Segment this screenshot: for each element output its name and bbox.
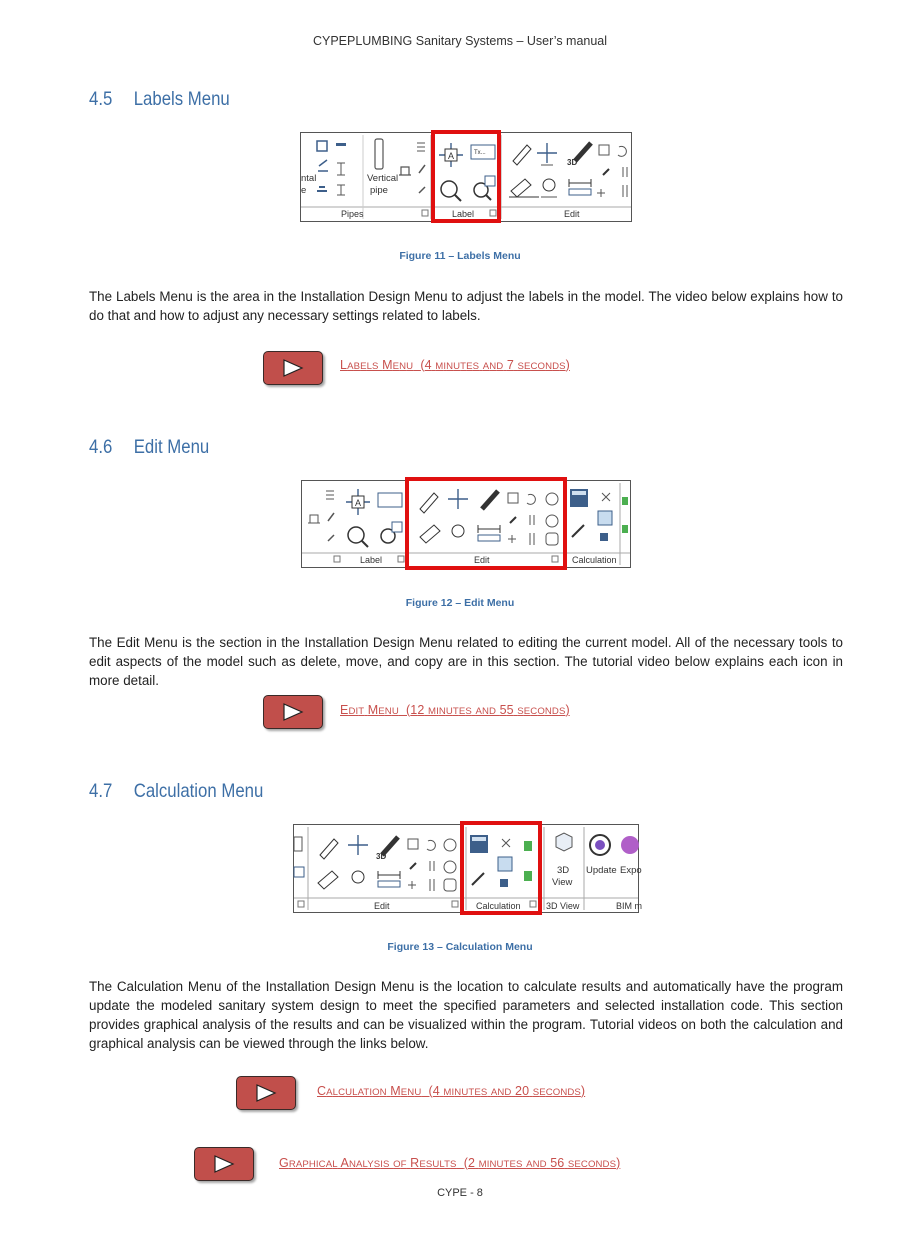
edit-highlight-box <box>405 477 567 570</box>
calculation-highlight-box <box>460 821 542 915</box>
ribbon-group-calculation: Calculation <box>476 901 521 911</box>
video-link-graphical-analysis[interactable]: GRAPHICAL ANALYSIS OF RESULTS (2 MINUTES AND 56 SECONDS) <box>279 1156 621 1170</box>
edit-menu-paragraph: The Edit Menu is the section in the Installation Design Menu related to editing the current model. All of the necessary tools to edit aspects of the model such as delete, move, and copy are in this section. The tutorial video below explains each icon in more detail. <box>89 635 843 688</box>
calculation-menu-paragraph: The Calculation Menu of the Installation Design Menu is the location to calculate results and automatically have the program update the modeled sanitary system design to meet the specified parameters and selected installation code. This section provides graphical analysis of the results and can be visualized within the program. Tutorial videos on both the calculation and graphical analysis can be viewed through the links below. <box>89 979 843 1051</box>
section-number: 4.6 <box>89 436 113 458</box>
svg-text:3D: 3D <box>376 852 387 861</box>
page-header: CYPEPLUMBING Sanitary Systems – User’s manual <box>312 34 608 48</box>
ribbon-label-3d: 3D <box>557 865 570 876</box>
section-number: 4.7 <box>89 780 113 802</box>
play-icon <box>255 1083 277 1103</box>
svg-text:Tx...: Tx... <box>474 150 486 156</box>
figure-caption-11: Figure 11 – Labels Menu <box>399 250 521 262</box>
ribbon-group-calculation: Calculation <box>572 555 617 565</box>
ribbon-group-3d-view: 3D View <box>546 901 580 911</box>
figure-caption-12: Figure 12 – Edit Menu <box>405 597 515 609</box>
section-title: Edit Menu <box>133 436 210 458</box>
ribbon-label-expo: Expo <box>620 865 642 876</box>
svg-text:A: A <box>448 151 455 161</box>
labels-menu-paragraph: The Labels Menu is the area in the Installation Design Menu to adjust the labels in the model. The video below explains how to do that and how to adjust any necessary settings related to labels. <box>89 289 843 323</box>
ribbon-label-update: Update <box>586 865 617 876</box>
ribbon-group-bim: BIM m <box>616 901 642 911</box>
section-title: Labels Menu <box>133 88 230 110</box>
section-heading-edit-menu <box>89 436 209 459</box>
figure-caption-13: Figure 13 – Calculation Menu <box>387 941 533 953</box>
svg-text:3D: 3D <box>567 158 578 167</box>
play-button-edit-menu[interactable] <box>263 695 323 729</box>
play-button-graphical-analysis[interactable] <box>194 1147 254 1181</box>
play-button-labels-menu[interactable] <box>263 351 323 385</box>
section-title: Calculation Menu <box>133 780 264 802</box>
play-icon <box>213 1154 235 1174</box>
play-icon <box>282 358 304 378</box>
ribbon-group-edit: Edit <box>374 901 390 911</box>
labels-highlight-box <box>431 130 501 223</box>
svg-text:A: A <box>355 498 362 508</box>
play-icon <box>282 702 304 722</box>
video-link-edit-menu[interactable]: EDIT MENU (12 MINUTES AND 55 SECONDS) <box>340 703 570 717</box>
ribbon-group-edit: Edit <box>564 209 580 219</box>
section-heading-calculation-menu <box>89 780 263 803</box>
play-button-calculation-menu[interactable] <box>236 1076 296 1110</box>
ribbon-label-view: View <box>552 877 573 888</box>
ribbon-label-e: e <box>301 185 307 196</box>
ribbon-group-pipes: Pipes <box>341 209 364 219</box>
section-number: 4.5 <box>89 88 113 110</box>
section-heading-labels-menu <box>89 88 230 111</box>
ribbon-label-ntal: ntal <box>301 173 317 184</box>
video-link-calculation-menu[interactable]: CALCULATION MENU (4 MINUTES AND 20 SECONDS) <box>317 1084 586 1098</box>
ribbon-group-edit: Edit <box>474 555 490 565</box>
page-footer: CYPE - 8 <box>437 1187 483 1199</box>
ribbon-label-vertical: Vertical <box>367 173 399 184</box>
ribbon-group-label: Label <box>452 209 475 219</box>
ribbon-label-pipe: pipe <box>370 185 388 196</box>
video-link-labels-menu[interactable]: LABELS MENU (4 MINUTES AND 7 SECONDS) <box>340 358 570 372</box>
ribbon-group-label: Label <box>360 555 383 565</box>
